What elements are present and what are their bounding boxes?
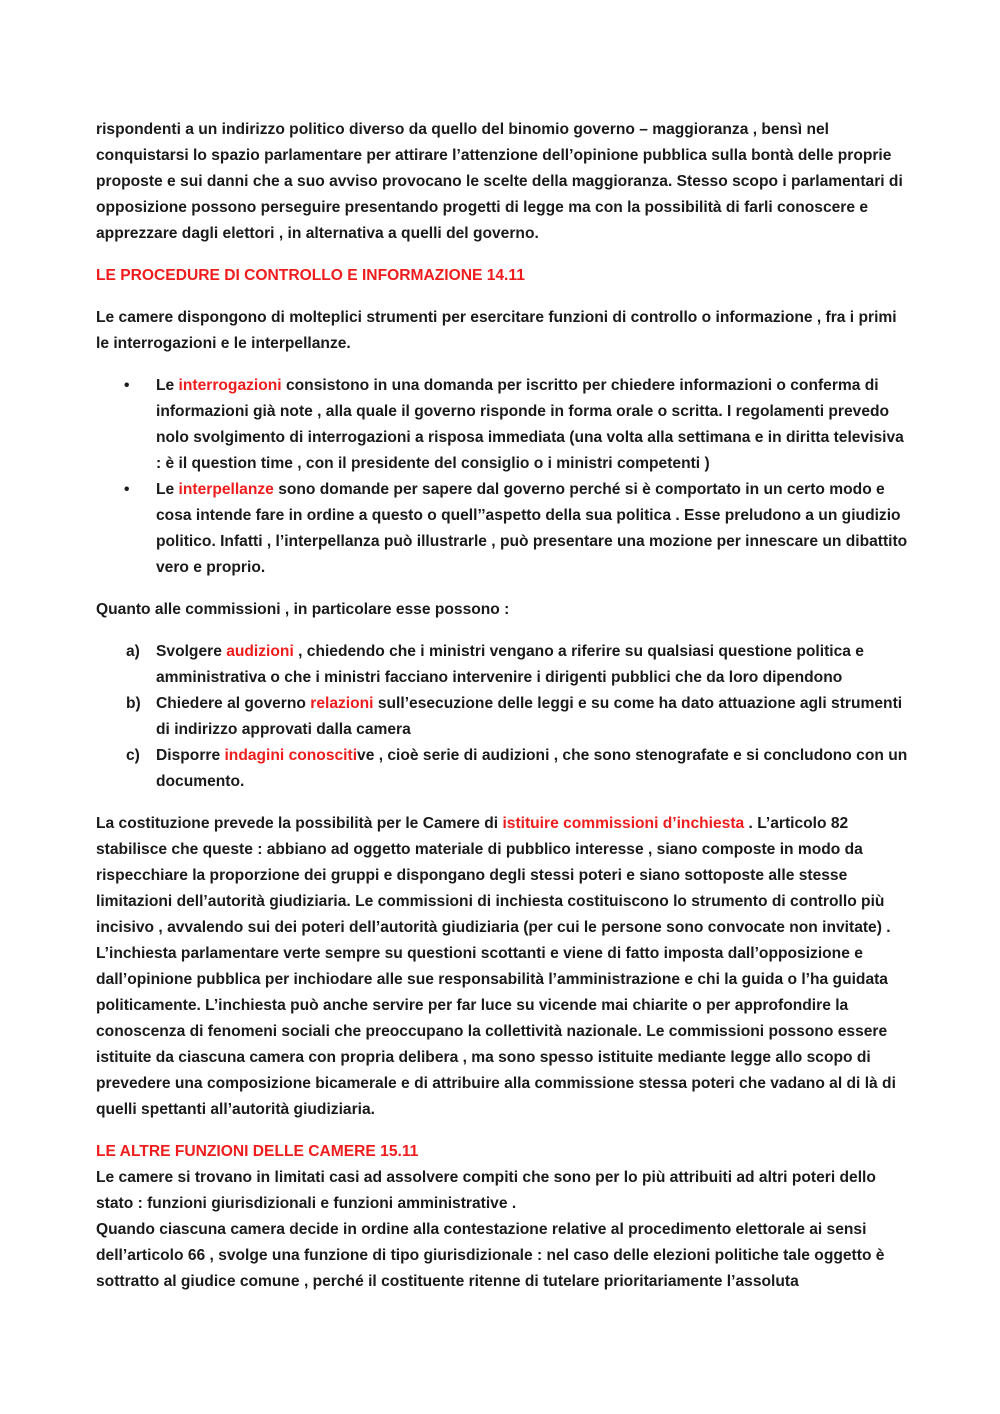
highlight-indagini: indagini conosciti <box>224 747 358 764</box>
bullet-icon: • <box>124 377 130 394</box>
list-text-pre: Disporre <box>156 747 225 764</box>
altre-funzioni-paragraph-1: Le camere si trovano in limitati casi ad assolvere compiti che sono per lo più attribuiti ad altri poteri dello stato : funzioni giurisdizionali e funzioni amministrative . <box>96 1169 876 1212</box>
list-marker: a) <box>126 643 140 660</box>
list-text-post: sull’esecuzione delle leggi e su come ha dato attuazione agli strumenti di indirizzo approvati dalla camera <box>156 695 903 738</box>
controllo-paragraph: Le camere dispongono di molteplici strumenti per esercitare funzioni di controllo o informazione , fra i primi le interrogazioni e le interpellanze. <box>96 309 897 352</box>
lettered-list <box>96 639 908 795</box>
section-heading-altre-funzioni: LE ALTRE FUNZIONI DELLE CAMERE 15.11 <box>96 1143 419 1160</box>
highlight-audizioni: audizioni <box>226 643 294 660</box>
list-text-pre: Chiedere al governo <box>156 695 311 712</box>
list-item <box>96 477 908 581</box>
section-heading-controllo: LE PROCEDURE DI CONTROLLO E INFORMAZIONE 14.11 <box>96 267 525 284</box>
list-item <box>96 639 908 691</box>
inchiesta-paragraph <box>96 811 908 1123</box>
bullet-text-pre: Le <box>156 481 179 498</box>
highlight-interpellanze: interpellanze <box>178 481 274 498</box>
highlight-interrogazioni: interrogazioni <box>178 377 282 394</box>
list-marker: b) <box>126 695 141 712</box>
inchiesta-text-pre: La costituzione prevede la possibilità per le Camere di <box>96 815 503 832</box>
inchiesta-text-post: . L’articolo 82 stabilisce che queste : abbiano ad oggetto materiale di pubblico interesse , siano composte in modo da rispecchiare la proporzione dei gruppi e dispongano degli stessi poteri e siano sottoposte alle stesse limitazioni dell’autorità giudiziaria. Le commissioni di inchiesta costituiscono lo strumento di controllo più incisivo , avvalendo sui dei poteri dell’autorità giudiziaria (per cui le persone sono convocate non invitate) . L’inchiesta parlamentare verte sempre su questioni scottanti e viene di fatto imposta dall’opposizione e dall’opinione pubblica per inchiodare alle sue responsabilità l’amministrazione e chi la guida o l’ha guidata politicamente. L’inchiesta può anche servire per far luce su vicende mai chiarite o per approfondire la conoscenza di fenomeni sociali che preoccupano la collettività nazionale. Le commissioni possono essere istituite da ciascuna camera con propria delibera , ma sono spesso istituite mediante legge allo scopo di prevedere una composizione bicamerale e di attribuire alla commissione stessa poteri che vadano al di là di quelli spettanti all’autorità giudiziaria. <box>96 815 896 1118</box>
altre-funzioni-paragraph-2: Quando ciascuna camera decide in ordine alla contestazione relative al procedimento elettorale ai sensi dell’articolo 66 , svolge una funzione di tipo giurisdizionale : nel caso delle elezioni politiche tale oggetto è sottratto al giudice comune , perché il costituente ritenne di tutelare prioritariamente l’assoluta <box>96 1221 885 1290</box>
bullet-text-post: sono domande per sapere dal governo perché si è comportato in un certo modo e cosa intende fare in ordine a questo o quell’’aspetto della sua politica . Esse preludono a un giudizio politico. Infatti , l’interpellanza può illustrarle , può presentare una mozione per innescare un dibattito vero e proprio. <box>156 481 908 576</box>
list-text-pre: Svolgere <box>156 643 227 660</box>
bullet-text-post: consistono in una domanda per iscritto per chiedere informazioni o conferma di informazioni già note , alla quale il governo risponde in forma orale o scritta. I regolamenti prevedo nolo svolgimento di interrogazioni a risposa immediata (una volta alla settimana e in diritta televisiva : è il question time , con il presidente del consiglio o i ministri competenti ) <box>156 377 904 472</box>
list-text-post: ve , cioè serie di audizioni , che sono stenografate e si concludono con un documento. <box>156 747 908 790</box>
list-item <box>96 743 908 795</box>
list-text-post: , chiedendo che i ministri vengano a riferire su qualsiasi questione politica e amministrativa o che i ministri facciano intervenire i dirigenti pubblici che da loro dipendono <box>156 643 864 686</box>
list-item <box>96 373 908 477</box>
commissioni-intro: Quanto alle commissioni , in particolare esse possono : <box>96 601 510 618</box>
highlight-relazioni: relazioni <box>310 695 374 712</box>
list-marker: c) <box>126 747 140 764</box>
intro-paragraph: rispondenti a un indirizzo politico diverso da quello del binomio governo – maggioranza , bensì nel conquistarsi lo spazio parlamentare per attirare l’attenzione dell’opinione pubblica sulla bontà delle proprie proposte e sui danni che a suo avviso provocano le scelte della maggioranza. Stesso scopo i parlamentari di opposizione possono perseguire presentando progetti di legge ma con la possibilità di farli conoscere e apprezzare dagli elettori , in alternativa a quelli del governo. <box>96 121 903 242</box>
bullet-icon: • <box>124 481 130 498</box>
list-item <box>96 691 908 743</box>
document-page <box>96 117 908 1295</box>
bullet-text-pre: Le <box>156 377 179 394</box>
bullet-list <box>96 373 908 581</box>
highlight-commissioni-inchiesta: istituire commissioni d’inchiesta <box>502 815 745 832</box>
